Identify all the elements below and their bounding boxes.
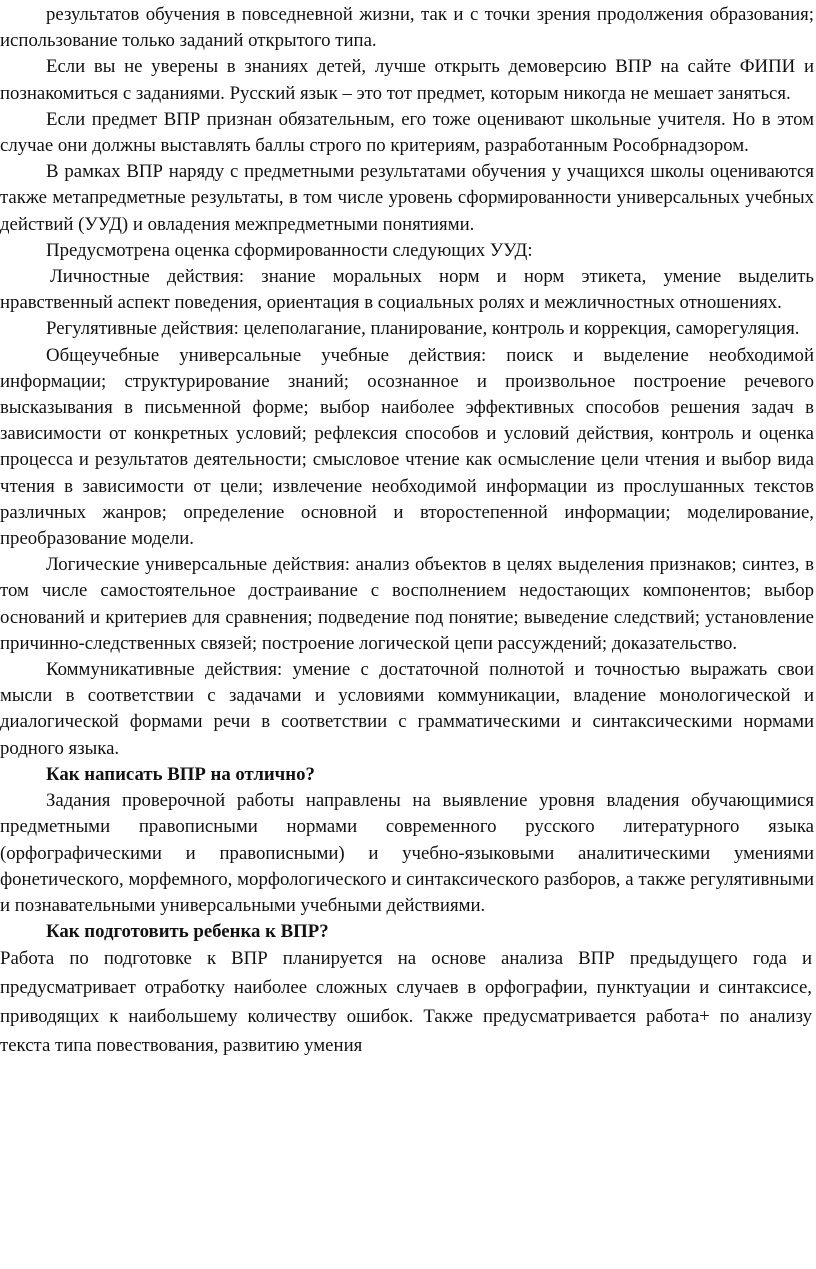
paragraph-continuation: результатов обучения в повседневной жизни, так и с точки зрения продолжения образования; использование только заданий открытого типа. [0, 4, 814, 52]
paragraph-preparation-work: Работа по подготовке к ВПР планируется на основе анализа ВПР предыдущего года и предусматривает отработку наиболее сложных случаев в орфографии, пунктуации и синтаксисе, приводящих к наибольшему количеству ошибок. Также предусматривается работа+ по анализу текста типа повествования, развитию умения [0, 948, 812, 1056]
heading-how-to-prepare: Как подготовить ребенка к ВПР? [46, 921, 329, 943]
paragraph-tasks-aim: Задания проверочной работы направлены на выявление уровня владения обучающимися предметными правописными нормами современного русского литературного языка (орфографическими и правописными) и учебно-языковыми аналитическими умениями фонетического, морфемного, морфологического и синтаксического разборов, а также регулятивными и познавательными универсальными учебными действиями. [0, 790, 814, 916]
paragraph-personal-actions: Личностные действия: знание моральных норм и норм этикета, умение выделить нравственный аспект поведения, ориентация в социальных ролях и межличностных отношениях. [0, 266, 814, 314]
paragraph-mandatory-subject: Если предмет ВПР признан обязательным, его тоже оценивают школьные учителя. Но в этом случае они должны выставлять баллы строго по критериям, разработанным Рособрнадзором. [0, 108, 814, 157]
paragraph-uud-intro: Предусмотрена оценка сформированности следующих УУД: [46, 239, 533, 261]
paragraph-metasubject-results: В рамках ВПР наряду с предметными результатами обучения у учащихся школы оцениваются также метапредметные результаты, в том числе уровень сформированности универсальных учебных действий (УУД) и овладения межпредметными понятиями. [0, 161, 814, 235]
paragraph-communicative-actions: Коммуникативные действия: умение с достаточной полнотой и точностью выражать свои мысли в соответствии с задачами и условиями коммуникации, владение монологической и диалогической формами речи в соответствии с грамматическими и синтаксическими нормами родного языка. [0, 659, 814, 759]
paragraph-demo-version: Если вы не уверены в знаниях детей, лучше открыть демоверсию ВПР на сайте ФИПИ и познакомиться с заданиями. Русский язык – это тот предмет, которым никогда не мешает заняться. [0, 56, 814, 104]
paragraph-regulatory-actions: Регулятивные действия: целеполагание, планирование, контроль и коррекция, саморегуляция. [46, 318, 800, 340]
paragraph-general-educational-actions: Общеучебные универсальные учебные действия: поиск и выделение необходимой информации; структурирование знаний; осознанное и произвольное построение речевого высказывания в письменной форме; выбор наиболее эффективных способов решения задач в зависимости от конкретных условий; рефлексия способов и условий действия, контроль и оценка процесса и результатов деятельности; смысловое чтение как осмысление цели чтения и выбор вида чтения в зависимости от цели; извлечение необходимой информации из прослушанных текстов различных жанров; определение основной и второстепенной информации; моделирование, преобразование модели. [0, 344, 814, 550]
paragraph-logical-actions: Логические универсальные действия: анализ объектов в целях выделения признаков; синтез, в том числе самостоятельное достраивание с восполнением недостающих компонентов; выбор оснований и критериев для сравнения; подведение под понятие; выведение следствий; установление причинно-следственных связей; построение логической цепи рассуждений; доказательство. [0, 554, 814, 654]
heading-how-to-write: Как написать ВПР на отлично? [46, 763, 315, 785]
